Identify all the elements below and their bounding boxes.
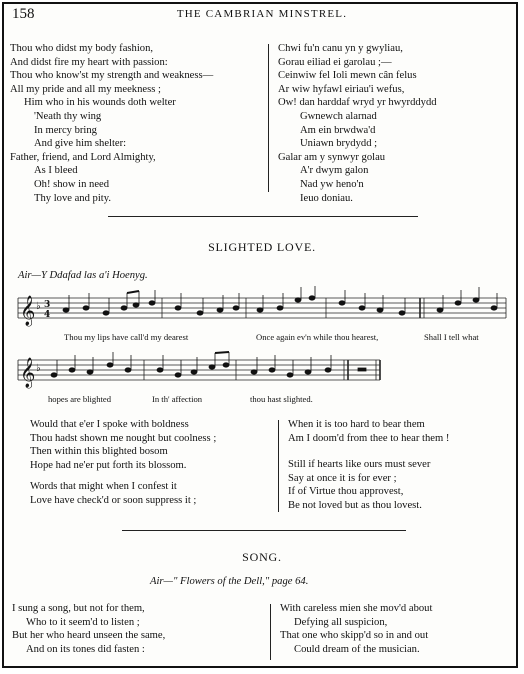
- flat-icon: ♭: [36, 301, 41, 312]
- poem-line: 'Neath thy wing: [34, 110, 102, 122]
- column-divider: [270, 604, 271, 660]
- poem-line: And give him shelter:: [34, 138, 127, 150]
- section-rule: [122, 530, 406, 531]
- verse-line: Defying all suspicion,: [294, 616, 388, 628]
- poem-line: And didst fire my heart with passion:: [10, 56, 168, 68]
- column-divider: [268, 44, 269, 192]
- poem-line: Chwi fu'n canu yn y gwyliau,: [278, 43, 403, 54]
- poem-line: As I bleed: [34, 165, 78, 177]
- verse-line: Be not loved but as thou lovest.: [288, 499, 422, 511]
- lyrics-row-2-c: thou hast slighted.: [250, 394, 313, 404]
- poem-line: Father, friend, and Lord Almighty,: [10, 151, 156, 163]
- slighted-love-right-stanza-2: [288, 458, 430, 512]
- running-head: THE CAMBRIAN MINSTREL.: [176, 8, 348, 20]
- verse-line: Say at once it is for ever ;: [288, 472, 397, 484]
- verse-line: That one who skipp'd so in and out: [280, 630, 429, 642]
- treble-clef-icon: 𝄞: [20, 296, 36, 326]
- poem-line: Gorau eiliad ei garolau ;—: [278, 56, 392, 68]
- poem-line: A'r dwym galon: [300, 165, 369, 177]
- poem-line: Thy love and pity.: [34, 192, 111, 204]
- poem-line: Ow! dan harddaf wryd yr hwyrddydd: [278, 97, 437, 109]
- time-sig-bottom: 4: [44, 310, 51, 320]
- poem-line: Nad yw heno'n: [300, 178, 364, 190]
- poem-line: Thou who didst my body fashion,: [10, 43, 154, 54]
- verse-line: Words that might when I confest it: [30, 481, 177, 492]
- song-right-stanza: [280, 602, 432, 656]
- air-line: Air—Y Ddafad las a'i Hoenyg.: [18, 270, 148, 281]
- verse-line: Still if hearts like ours must sever: [288, 459, 431, 470]
- verse-line: Then within this blighted bosom: [30, 446, 168, 458]
- poem-line: Ieuo doniau.: [300, 192, 353, 204]
- poem-line: Gwnewch alarnad: [300, 110, 377, 122]
- poem-line: Uniawn brydydd ;: [300, 138, 378, 150]
- lyrics-row-1-b: Once again ev'n while thou hearest,: [256, 332, 379, 342]
- lyrics-row-2-a: hopes are blighted: [48, 394, 112, 404]
- poem-line: Him who in his wounds doth welter: [24, 97, 176, 109]
- verse-line: Thou hadst shown me nought but coolness ;: [30, 432, 217, 444]
- page-frame: [2, 2, 518, 668]
- poem-line: Am ein brwdwa'd: [300, 124, 376, 136]
- verse-line: Could dream of the musician.: [294, 643, 420, 655]
- page-number: 158: [12, 6, 35, 22]
- music-staff-1: [14, 286, 510, 336]
- slighted-love-left-stanza-2: [30, 480, 196, 507]
- section-rule: [108, 216, 418, 217]
- column-divider: [278, 420, 279, 512]
- lyrics-row-1-c: Shall I tell what: [424, 332, 479, 342]
- verse-line: And on its tones did fasten :: [26, 643, 145, 655]
- verse-line: Am I doom'd from thee to hear them !: [288, 432, 450, 444]
- song-air-line: Air—" Flowers of the Dell," page 64.: [150, 576, 309, 587]
- flat-icon: ♭: [36, 363, 41, 374]
- verse-line: Hope had ne'er put forth its blossom.: [30, 459, 187, 471]
- slighted-love-left-stanza-1: [30, 418, 216, 472]
- verse-line: Would that e'er I spoke with boldness: [30, 419, 189, 430]
- song-left-stanza: [12, 602, 165, 656]
- verse-line: If of Virtue thou approvest,: [288, 486, 404, 498]
- poem-line: Oh! show in need: [34, 178, 110, 190]
- verse-line: But her who heard unseen the same,: [12, 630, 166, 642]
- verse-line: I sung a song, but not for them,: [12, 603, 145, 614]
- verse-line: When it is too hard to bear them: [288, 419, 425, 430]
- poem-english-column: [10, 42, 213, 205]
- slighted-love-right-stanza-1: [288, 418, 449, 445]
- poem-line: Thou who know'st my strength and weakness—: [10, 70, 214, 82]
- lyrics-row-1-a: Thou my lips have call'd my dearest: [64, 332, 189, 342]
- poem-line: Ceinwiw fel Ioli mewn cân felus: [278, 70, 417, 82]
- lyrics-row-2-b: In th' affection: [152, 394, 203, 404]
- poem-line: In mercy bring: [34, 124, 97, 136]
- poem-line: All my pride and all my meekness ;: [10, 83, 161, 95]
- section-title-song: SONG.: [242, 550, 282, 564]
- poem-line: Galar am y synwyr golau: [278, 151, 386, 163]
- music-staff-2: [14, 348, 384, 394]
- verse-line: Who to it seem'd to listen ;: [26, 616, 140, 628]
- poem-line: Ar wiw hyfawl eiriau'i wefus,: [278, 83, 405, 95]
- treble-clef-icon: 𝄞: [20, 358, 36, 388]
- verse-line: With careless mien she mov'd about: [280, 603, 433, 614]
- time-sig-top: 3: [44, 300, 51, 310]
- section-title-slighted-love: SLIGHTED LOVE.: [208, 240, 316, 254]
- verse-line: Love have check'd or soon suppress it ;: [30, 494, 197, 506]
- poem-welsh-column: [278, 42, 437, 205]
